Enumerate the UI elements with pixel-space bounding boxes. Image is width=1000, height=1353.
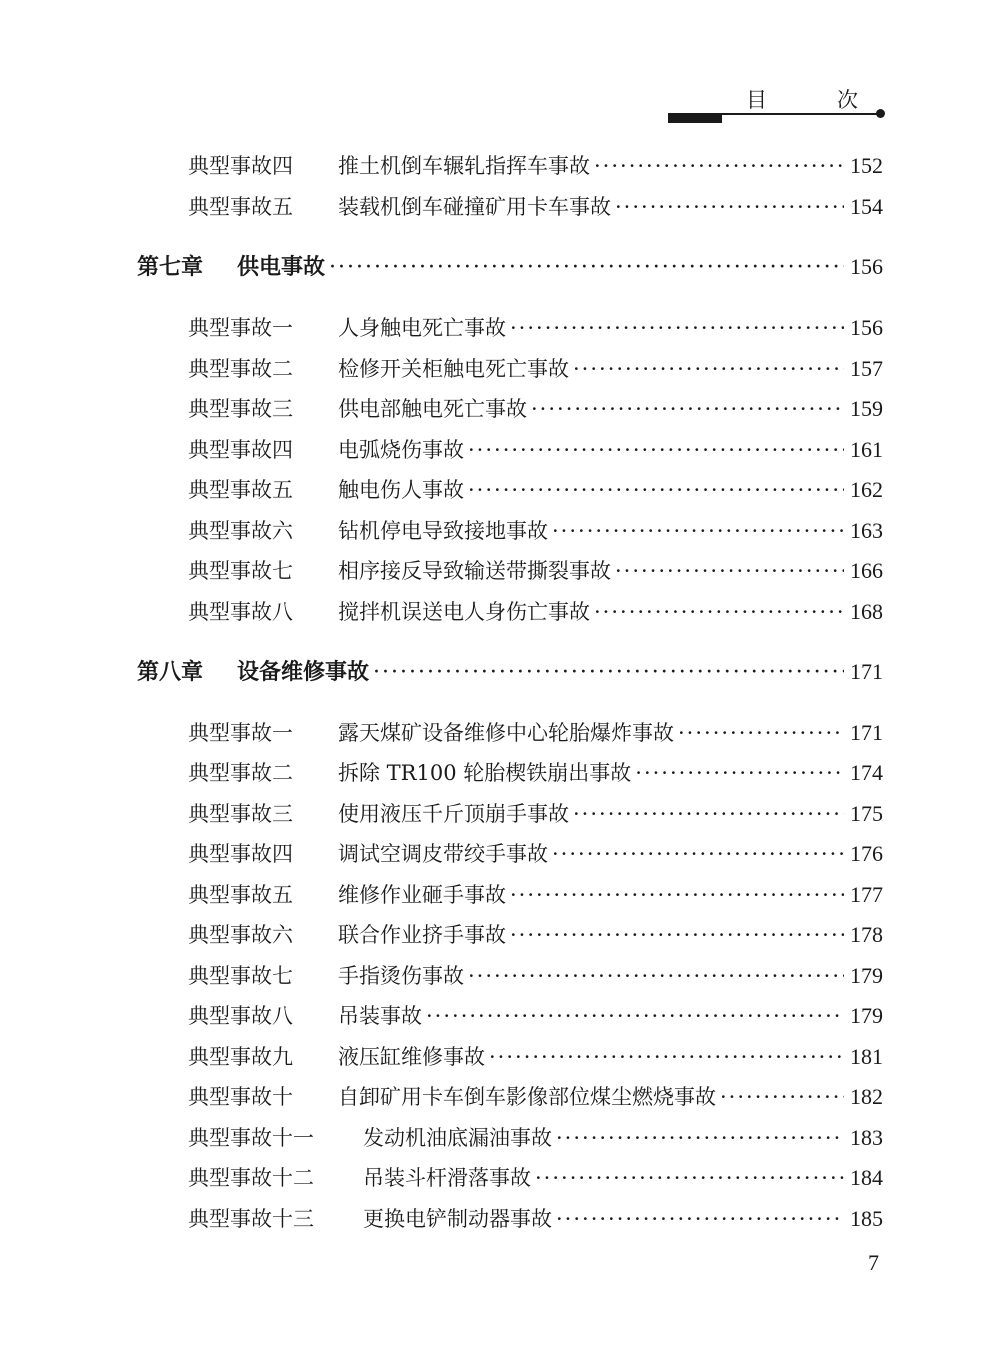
toc-entry-page: 156 [850, 315, 883, 340]
toc-entry-title: 装载机倒车碰撞矿用卡车事故 [338, 195, 611, 219]
toc-entry-label: 典型事故一 [188, 316, 293, 340]
dot-leader [678, 717, 844, 749]
toc-item-entry[interactable] [188, 757, 883, 789]
toc-item-entry[interactable] [188, 798, 883, 830]
toc-entry-title: 更换电铲制动器事故 [363, 1207, 552, 1231]
toc-entry-page: 162 [850, 477, 883, 502]
dot-leader [552, 838, 844, 870]
toc-chapter-entry[interactable] [137, 251, 883, 283]
toc-chapter-entry[interactable] [137, 656, 883, 688]
toc-entry-label: 典型事故四 [188, 438, 293, 462]
toc-entry-label: 典型事故一 [188, 721, 293, 745]
dot-leader [426, 1000, 844, 1032]
dot-leader [510, 312, 844, 344]
toc-entry-label: 典型事故五 [188, 478, 293, 502]
toc-entry-label: 典型事故三 [188, 397, 293, 421]
toc-entry-page: 174 [850, 760, 883, 785]
toc-entry-page: 177 [850, 882, 883, 907]
dot-leader [720, 1081, 844, 1113]
dot-leader [510, 879, 844, 911]
toc-entry-label: 典型事故十 [188, 1085, 293, 1109]
toc-entry-title: 供电事故 [237, 255, 326, 280]
dot-leader [615, 555, 844, 587]
toc-item-entry[interactable] [188, 960, 883, 992]
toc-entry-page: 171 [850, 720, 883, 745]
toc-entry-page: 168 [850, 599, 883, 624]
toc-entry-label: 典型事故八 [188, 1004, 293, 1028]
toc-entry-title: 相序接反导致输送带撕裂事故 [338, 559, 611, 583]
dot-leader [468, 960, 844, 992]
toc-entry-page: 171 [850, 659, 883, 684]
toc-entry-page: 166 [850, 558, 883, 583]
toc-item-entry[interactable] [188, 1162, 883, 1194]
toc-item-entry[interactable] [188, 353, 883, 385]
dot-leader [556, 1122, 844, 1154]
toc-entry-title: 吊装斗杆滑落事故 [363, 1166, 531, 1190]
toc-entry-page: 185 [850, 1206, 883, 1231]
dot-leader [329, 252, 844, 284]
toc-item-entry[interactable] [188, 1122, 883, 1154]
toc-entry-title: 推土机倒车辗轧指挥车事故 [338, 154, 590, 178]
dot-leader [635, 757, 844, 789]
toc-item-entry[interactable] [188, 555, 883, 587]
toc-entry-label: 典型事故二 [188, 357, 293, 381]
toc-item-entry[interactable] [188, 1041, 883, 1073]
dot-leader [594, 150, 844, 182]
dot-leader [552, 515, 844, 547]
toc-entry-page: 154 [850, 194, 883, 219]
toc-entry-title: 维修作业砸手事故 [338, 883, 506, 907]
toc-entry-title: 使用液压千斤顶崩手事故 [338, 802, 569, 826]
toc-entry-title: 发动机油底漏油事故 [363, 1126, 552, 1150]
toc-entry-title: 调试空调皮带绞手事故 [338, 842, 548, 866]
toc-entry-page: 176 [850, 841, 883, 866]
toc-entry-title: 钻机停电导致接地事故 [338, 519, 548, 543]
toc-item-entry[interactable] [188, 1203, 883, 1235]
dot-leader [373, 657, 844, 689]
toc-entry-page: 178 [850, 922, 883, 947]
toc-entry-label: 典型事故十二 [188, 1166, 314, 1190]
toc-entry-label: 典型事故二 [188, 761, 293, 785]
toc-item-entry[interactable] [188, 1081, 883, 1113]
toc-entry-page: 179 [850, 963, 883, 988]
toc-entry-label: 典型事故五 [188, 195, 293, 219]
toc-entry-page: 183 [850, 1125, 883, 1150]
dot-leader [594, 596, 844, 628]
toc-entry-label: 典型事故四 [188, 154, 293, 178]
toc-item-entry[interactable] [188, 838, 883, 870]
toc-entry-title: 自卸矿用卡车倒车影像部位煤尘燃烧事故 [338, 1085, 716, 1109]
toc-entry-label: 典型事故十三 [188, 1207, 314, 1231]
toc-entry-label: 第七章 [137, 255, 204, 280]
toc-entry-label: 典型事故九 [188, 1045, 293, 1069]
toc-entry-page: 163 [850, 518, 883, 543]
toc-entry-label: 典型事故四 [188, 842, 293, 866]
toc-entry-label: 典型事故六 [188, 519, 293, 543]
toc-entry-title: 手指烫伤事故 [338, 964, 464, 988]
toc-entry-title: 露天煤矿设备维修中心轮胎爆炸事故 [338, 721, 674, 745]
toc-entry-label: 典型事故七 [188, 559, 293, 583]
toc-item-entry[interactable] [188, 474, 883, 506]
toc-entry-page: 181 [850, 1044, 883, 1069]
dot-leader [573, 353, 844, 385]
toc-item-entry[interactable] [188, 515, 883, 547]
toc-entry-title: 搅拌机误送电人身伤亡事故 [338, 600, 590, 624]
toc-item-entry[interactable] [188, 434, 883, 466]
toc-entry-page: 152 [850, 153, 883, 178]
dot-leader [510, 919, 844, 951]
toc-entry-label: 典型事故五 [188, 883, 293, 907]
toc-entry-title: 吊装事故 [338, 1004, 422, 1028]
toc-entry-label: 第八章 [137, 660, 204, 685]
dot-leader [535, 1162, 844, 1194]
dot-leader [573, 798, 844, 830]
running-header-left: 目 [746, 88, 767, 112]
toc-entry-label: 典型事故八 [188, 600, 293, 624]
toc-entry-label: 典型事故六 [188, 923, 293, 947]
dot-leader [556, 1203, 844, 1235]
toc-entry-title: 触电伤人事故 [338, 478, 464, 502]
toc-entry-page: 157 [850, 356, 883, 381]
toc-item-entry[interactable] [188, 879, 883, 911]
toc-item-entry[interactable] [188, 1000, 883, 1032]
toc-item-entry[interactable] [188, 596, 883, 628]
toc-entry-label: 典型事故十一 [188, 1126, 314, 1150]
toc-entry-label: 典型事故七 [188, 964, 293, 988]
toc-item-entry[interactable] [188, 717, 883, 749]
dot-leader [468, 474, 844, 506]
toc-entry-title: 拆除 TR100 轮胎楔铁崩出事故 [338, 761, 632, 785]
toc-entry-title: 检修开关柜触电死亡事故 [338, 357, 569, 381]
running-header-right: 次 [837, 88, 858, 112]
toc-entry-title: 供电部触电死亡事故 [338, 397, 527, 421]
toc-item-entry[interactable] [188, 150, 883, 182]
page-number: 7 [868, 1250, 879, 1275]
dot-leader [615, 191, 844, 223]
toc-entry-title: 电弧烧伤事故 [338, 438, 464, 462]
toc-entry-page: 179 [850, 1003, 883, 1028]
toc-entry-page: 184 [850, 1165, 883, 1190]
toc-entry-page: 175 [850, 801, 883, 826]
toc-entry-page: 161 [850, 437, 883, 462]
toc-item-entry[interactable] [188, 191, 883, 223]
toc-item-entry[interactable] [188, 919, 883, 951]
toc-item-entry[interactable] [188, 393, 883, 425]
toc-entry-label: 典型事故三 [188, 802, 293, 826]
toc-entry-page: 182 [850, 1084, 883, 1109]
dot-leader [489, 1041, 844, 1073]
dot-leader [468, 434, 844, 466]
toc-entry-title: 液压缸维修事故 [338, 1045, 485, 1069]
toc-entry-page: 156 [850, 254, 883, 279]
toc-entry-title: 设备维修事故 [237, 660, 370, 685]
toc-item-entry[interactable] [188, 312, 883, 344]
toc-entry-title: 人身触电死亡事故 [338, 316, 506, 340]
toc-entry-title: 联合作业挤手事故 [338, 923, 506, 947]
dot-leader [531, 393, 844, 425]
toc-entry-page: 159 [850, 396, 883, 421]
